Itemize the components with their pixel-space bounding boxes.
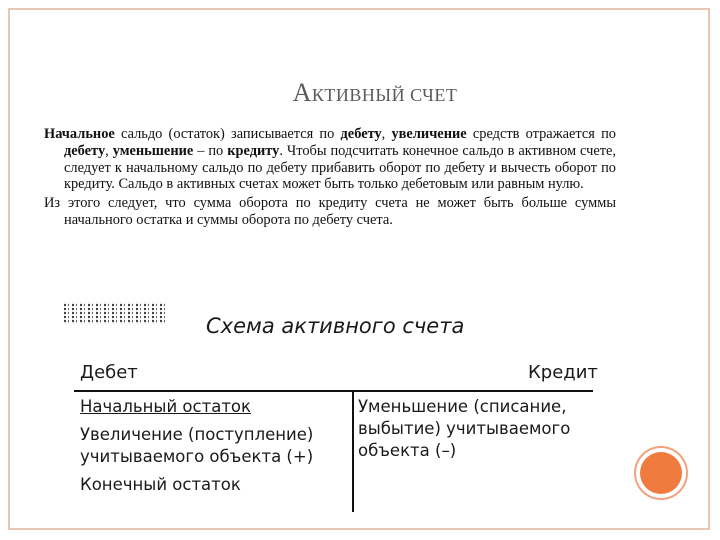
body-text [44,126,616,231]
bold-term: дебету [340,126,382,142]
scan-noise-decoration [64,302,168,324]
text-run: , [105,142,113,159]
bold-term: уменьшение [112,142,194,159]
bold-term: дебету [64,142,106,159]
text-run: . Чтобы подсчитать конечное сальдо в активном счете, следует к начальному сальдо по дебету прибавить оборот по дебету и вычесть оборот по кредиту. Сальдо в активных счетах может быть только дебетовым или равным нулю. [64,142,617,193]
credit-side-decrease: Уменьшение (списание, выбытие) учитываемого объекта (–) [358,397,571,460]
bold-term: Начальное [44,126,115,142]
t-account-vertical-line [352,392,354,512]
text-run: средств отражается по [466,126,616,142]
text-run: – по [193,142,228,159]
debit-side [80,396,313,496]
paragraph-2: Из этого следует, что сумма оборота по кредиту счета не может быть больше суммы начального остатка и суммы оборота по дебету счета. [44,195,616,228]
paragraph-1 [44,126,616,193]
credit-label: Кредит [528,362,598,383]
t-account-horizontal-line [74,390,593,392]
orange-circle-decoration [640,452,682,494]
slide-title-rest: КТИВНЫЙ СЧЕТ [311,85,458,105]
opening-balance: Начальный остаток [80,397,251,416]
scheme-title: Схема активного счета [206,314,465,338]
increase-line-2: учитываемого объекта (+) [80,447,314,466]
increase-line-1: Увеличение (поступление) [80,425,314,444]
debit-label: Дебет [80,362,138,383]
text-run: , [381,126,392,142]
text-run: сальдо (остаток) записывается по [114,126,341,142]
closing-balance: Конечный остаток [80,475,241,494]
slide-title [0,78,720,108]
bold-term: увеличение [391,126,467,142]
bold-term: кредиту [227,142,280,159]
slide-title-cap: А [292,78,312,107]
